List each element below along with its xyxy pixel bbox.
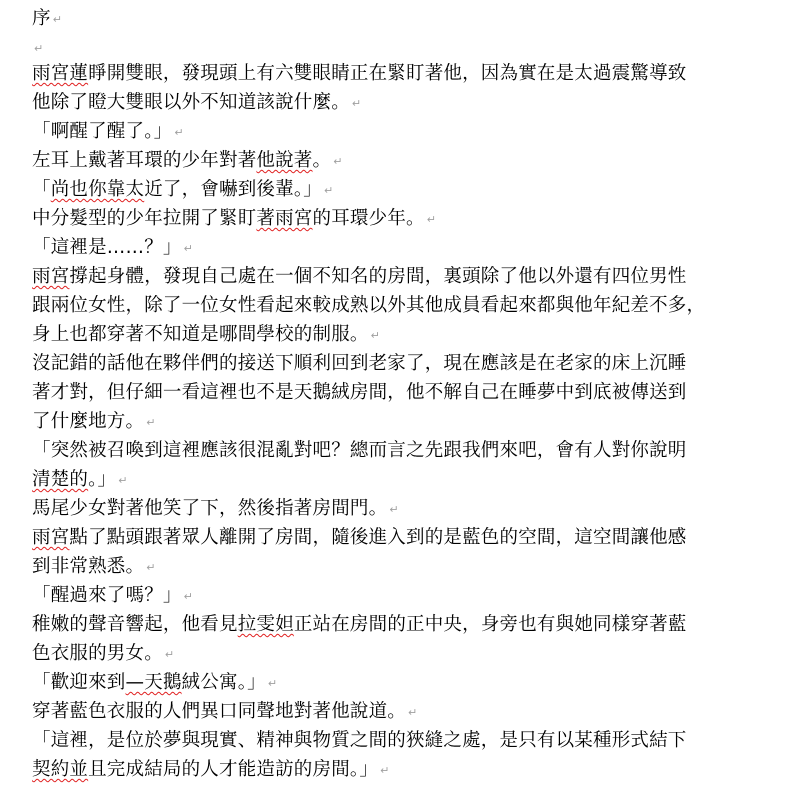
paragraph-mark-icon: ↵ (426, 213, 437, 226)
line-text: 色衣服的男女。 (32, 643, 163, 664)
document-line[interactable] (32, 523, 732, 552)
spellcheck-underline: 拉雯妲 (237, 614, 294, 635)
line-text: 「歡迎來到—天鵝絨公寓。」 (32, 672, 266, 693)
spellcheck-underline: 雨宮蓮 (32, 63, 89, 84)
paragraph-mark-icon: ↵ (380, 764, 390, 777)
document-line[interactable] (32, 291, 732, 320)
spellcheck-underline: —天鵝 (125, 672, 182, 693)
document-line[interactable] (32, 88, 732, 117)
paragraph-mark-icon: ↵ (146, 561, 156, 574)
document-line[interactable] (32, 494, 732, 523)
paragraph-mark-icon: ↵ (408, 706, 418, 719)
line-text: 契約並且完成結局的人才能造訪的房間。」 (32, 759, 379, 780)
line-text: 跟兩位女性，除了一位女性看起來較成熟以外其他成員看起來都與他年紀差不多， (32, 295, 706, 316)
line-text: 「啊醒了醒了。」 (32, 121, 173, 142)
document-line[interactable] (32, 697, 732, 726)
document-line[interactable] (32, 581, 732, 610)
document-line[interactable] (32, 233, 732, 262)
document-line[interactable] (32, 378, 732, 407)
document-line[interactable] (32, 726, 732, 755)
paragraph-mark-icon: ↵ (351, 97, 362, 110)
document-line[interactable] (32, 33, 732, 59)
document-line[interactable] (32, 175, 732, 204)
line-text: 雨宮蓮睜開雙眼，發現頭上有六雙眼睛正在緊盯著他，因為實在是太過震驚導致 (32, 63, 687, 84)
line-text: 「這裡是……？」 (32, 237, 182, 258)
paragraph-mark-icon: ↵ (183, 590, 194, 603)
document-line[interactable] (32, 552, 732, 581)
line-text: 「尚也你靠太近了，會嚇到後輩。」 (32, 179, 322, 200)
line-text: 他除了瞪大雙眼以外不知道該說什麼。 (32, 92, 350, 113)
document-line[interactable] (32, 59, 732, 88)
paragraph-mark-icon: ↵ (146, 416, 156, 429)
document-line[interactable] (32, 4, 732, 33)
line-text: 沒記錯的話他在夥伴們的接送下順利回到老家了，現在應該是在老家的床上沉睡 (32, 353, 687, 374)
paragraph-mark-icon: ↵ (118, 474, 128, 487)
line-text: 「這裡，是位於夢與現實、精神與物質之間的狹縫之處，是只有以某種形式結下 (32, 730, 687, 751)
document-line[interactable] (32, 436, 732, 465)
spellcheck-underline: 清楚的 (32, 469, 89, 490)
line-text: 馬尾少女對著他笑了下，然後指著房間門。 (32, 498, 388, 519)
spellcheck-underline: 著雨宮 (256, 208, 313, 229)
document-line[interactable] (32, 204, 732, 233)
spellcheck-underline: 雨宮 (32, 266, 70, 287)
line-text: 「醒過來了嗎？」 (32, 585, 182, 606)
line-text: 清楚的。」 (32, 469, 117, 490)
paragraph-mark-icon: ↵ (174, 126, 184, 139)
document-line[interactable] (32, 465, 732, 494)
line-text: 穿著藍色衣服的人們異口同聲地對著他說道。 (32, 701, 407, 722)
document-line[interactable] (32, 639, 732, 668)
paragraph-mark-icon: ↵ (389, 503, 399, 516)
document-line[interactable] (32, 146, 732, 175)
line-text: 「突然被召喚到這裡應該很混亂對吧？總而言之先跟我們來吧，會有人對你說明 (32, 440, 687, 461)
line-text: 著才對，但仔細一看這裡也不是天鵝絨房間，他不解自己在睡夢中到底被傳送到 (32, 382, 687, 403)
document-line[interactable] (32, 668, 732, 697)
line-text: 序 (32, 8, 51, 29)
spellcheck-underline: 他說著 (256, 150, 313, 171)
paragraph-mark-icon: ↵ (323, 184, 334, 197)
line-text: 左耳上戴著耳環的少年對著他說著。 (32, 150, 332, 171)
line-text: 雨宮點了點頭跟著眾人離開了房間，隨後進入到的是藍色的空間，這空間讓他感 (32, 527, 687, 548)
line-text: 身上也都穿著不知道是哪間學校的制服。 (32, 324, 369, 345)
line-text: 中分髮型的少年拉開了緊盯著雨宮的耳環少年。 (32, 208, 425, 229)
document-line[interactable] (32, 349, 732, 378)
document-line[interactable] (32, 407, 732, 436)
paragraph-mark-icon: ↵ (52, 13, 63, 26)
line-text: 到非常熟悉。 (32, 556, 145, 577)
spellcheck-underline: 契約並 (32, 759, 89, 780)
paragraph-mark-icon: ↵ (267, 677, 278, 690)
paragraph-mark-icon: ↵ (333, 155, 343, 168)
document-line[interactable] (32, 117, 732, 146)
paragraph-mark-icon: ↵ (183, 242, 194, 255)
document-line[interactable] (32, 755, 732, 784)
paragraph-mark-icon: ↵ (34, 42, 44, 55)
document-line[interactable] (32, 320, 732, 349)
line-text: 了什麼地方。 (32, 411, 145, 432)
document-line[interactable] (32, 262, 732, 291)
line-text: 雨宮撐起身體，發現自己處在一個不知名的房間，裏頭除了他以外還有四位男性 (32, 266, 687, 287)
paragraph-mark-icon: ↵ (164, 648, 175, 661)
document-body[interactable] (32, 4, 732, 784)
paragraph-mark-icon: ↵ (370, 329, 381, 342)
spellcheck-underline: 尚也你靠太 (50, 179, 145, 200)
document-line[interactable] (32, 610, 732, 639)
spellcheck-underline: 雨宮 (32, 527, 70, 548)
line-text: 稚嫩的聲音響起，他看見拉雯妲正站在房間的正中央，身旁也有與她同樣穿著藍 (32, 614, 687, 635)
